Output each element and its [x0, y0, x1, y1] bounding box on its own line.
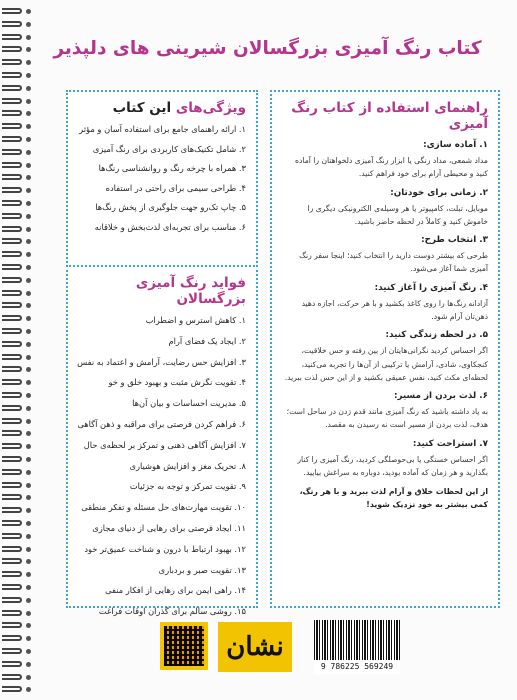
guide-step-title: ۳. انتخاب طرح:: [421, 235, 488, 246]
spiral-ring: [2, 8, 22, 14]
benefits-box: [66, 265, 258, 617]
spiral-ring: [2, 226, 22, 232]
spiral-ring: [2, 533, 22, 539]
spiral-ring: [2, 520, 22, 526]
guide-heading: راهنمای استفاده از کتاب رنگ آمیزی: [291, 100, 488, 132]
punch-hole: [26, 649, 31, 654]
punch-hole: [26, 22, 31, 27]
feature-item: ۴. طراحی سیمی برای راحتی در استفاده: [105, 182, 246, 193]
feature-item: ۳. همراه با چرخه رنگ و روانشناسی رنگ‌ها: [98, 163, 246, 173]
spiral-ring: [2, 238, 22, 244]
spiral-ring: [2, 443, 22, 449]
punch-hole: [26, 252, 31, 257]
punch-hole: [26, 86, 31, 91]
guide-step-text: مداد شمعی، مداد رنگی یا ابزار رنگ آمیزی دلخواهتان را آماده کنید و محیطی آرام برای خود فراهم کنید.: [295, 156, 488, 179]
spiral-ring: [2, 674, 22, 680]
punch-hole: [26, 495, 31, 500]
spiral-ring: [2, 584, 22, 590]
spiral-ring: [2, 315, 22, 321]
spiral-ring: [2, 302, 22, 308]
punch-hole: [26, 163, 31, 168]
spiral-ring: [2, 98, 22, 104]
features-list: [78, 124, 246, 232]
benefit-item: ۱. کاهش استرس و اضطراب: [145, 315, 246, 325]
guide-step-title: ۴. رنگ آمیزی را آغاز کنید:: [374, 282, 488, 293]
qr-pattern: [164, 626, 204, 666]
punch-hole: [26, 355, 31, 360]
guide-steps: [282, 140, 488, 479]
spiral-ring: [2, 110, 22, 116]
spiral-ring: [2, 558, 22, 564]
punch-hole: [26, 559, 31, 564]
features-box: [66, 90, 258, 270]
guide-step-title: ۷. استراحت کنید:: [412, 438, 488, 449]
punch-hole: [26, 150, 31, 155]
spiral-ring: [2, 72, 22, 78]
punch-hole: [26, 175, 31, 180]
punch-hole: [26, 137, 31, 142]
punch-hole: [26, 342, 31, 347]
spiral-ring: [2, 379, 22, 385]
spiral-ring: [2, 469, 22, 475]
punch-hole: [26, 393, 31, 398]
punch-hole: [26, 214, 31, 219]
punch-hole: [26, 201, 31, 206]
spiral-ring: [2, 405, 22, 411]
benefit-item: ۱۳. تقویت صبر و بردباری: [158, 564, 246, 575]
spiral-ring: [2, 213, 22, 219]
spiral-ring: [2, 546, 22, 552]
punch-hole: [26, 35, 31, 40]
guide-step: [282, 391, 488, 432]
punch-hole: [26, 572, 31, 577]
spiral-ring: [2, 264, 22, 270]
punch-hole: [26, 124, 31, 129]
isbn-barcode: [314, 620, 400, 674]
spiral-ring: [2, 149, 22, 155]
spiral-ring: [2, 328, 22, 334]
punch-hole: [26, 265, 31, 270]
punch-hole: [26, 9, 31, 14]
guide-step-title: ۶. لذت بردن از مسیر:: [393, 391, 488, 402]
guide-step-text: موبایل، تبلت، کامپیوتر یا هر وسیله‌ی الکترونیکی دیگری را خاموش کنید و کاملاً در لحظه حاضر باشید.: [307, 203, 488, 226]
spiral-ring: [2, 46, 22, 52]
punch-hole: [26, 419, 31, 424]
punch-hole: [26, 585, 31, 590]
punch-hole: [26, 111, 31, 116]
spiral-ring: [2, 507, 22, 513]
features-heading-prefix: ویژگی‌های: [175, 100, 246, 116]
spiral-ring: [2, 482, 22, 488]
punch-hole: [26, 188, 31, 193]
spiral-ring: [2, 648, 22, 654]
spiral-ring: [2, 85, 22, 91]
features-heading: [78, 100, 246, 116]
punch-hole: [26, 636, 31, 641]
punch-hole: [26, 380, 31, 385]
punch-hole: [26, 99, 31, 104]
punch-hole: [26, 611, 31, 616]
spiral-ring: [2, 366, 22, 372]
spiral-ring: [2, 597, 22, 603]
punch-hole: [26, 675, 31, 680]
benefit-item: ۱۵. روشی سالم برای گذران اوقات فراغت: [98, 606, 246, 617]
spiral-ring: [2, 610, 22, 616]
punch-hole: [26, 73, 31, 78]
spiral-ring: [2, 494, 22, 500]
spiral-ring: [2, 251, 22, 257]
punch-hole: [26, 508, 31, 513]
publisher-logo: نشان: [218, 622, 292, 672]
punch-hole: [26, 521, 31, 526]
spiral-ring: [2, 123, 22, 129]
guide-step-title: ۵. در لحظه زندگی کنید:: [385, 330, 488, 341]
guide-step-text: اگر احساس خستگی یا بی‌حوصلگی کردید، رنگ آمیزی را کنار بگذارید و هر زمان که آماده بودید، دوباره به سراغش بیایید.: [297, 454, 488, 477]
benefits-heading: فواید رنگ آمیزی بزرگسالان: [135, 275, 246, 307]
benefit-item: ۱۴. راهی ایمن برای رهایی از افکار منفی: [105, 585, 246, 596]
punch-hole: [26, 598, 31, 603]
spiral-ring: [2, 354, 22, 360]
feature-item: ۱. ارائه راهنمای جامع برای استفاده آسان و مؤثر: [79, 124, 246, 134]
qr-code: [160, 622, 208, 670]
page-title: کتاب رنگ آمیزی بزرگسالان شیرینی های دلپذیر: [53, 38, 482, 59]
guide-step-text: آزادانه رنگ‌ها را روی کاغذ بکشید و با هر حرکت، اجازه دهید ذهن‌تان آرام شود.: [301, 298, 488, 321]
spiral-binding: [0, 0, 24, 700]
punch-hole: [26, 406, 31, 411]
spiral-ring: [2, 392, 22, 398]
spiral-ring: [2, 622, 22, 628]
spiral-ring: [2, 456, 22, 462]
punch-hole: [26, 534, 31, 539]
punch-hole: [26, 483, 31, 488]
isbn-number: 9 786225 569249: [320, 662, 394, 671]
guide-step-text: به یاد داشته باشید که رنگ آمیزی مانند قدم زدن در ساحل است؛ هدف، لذت بردن از مسیر است نه رسیدن به مقصد.: [286, 407, 488, 430]
spiral-ring: [2, 187, 22, 193]
feature-item: ۶. مناسب برای تجربه‌ای لذت‌بخش و خلاقانه: [94, 221, 246, 232]
spiral-ring: [2, 686, 22, 692]
punch-hole: [26, 316, 31, 321]
benefit-item: ۹. تقویت تمرکز و توجه به جزئیات: [129, 481, 246, 492]
punch-hole: [26, 60, 31, 65]
punch-hole: [26, 303, 31, 308]
punch-hole: [26, 457, 31, 462]
spiral-ring: [2, 571, 22, 577]
spiral-ring: [2, 341, 22, 347]
punch-hole: [26, 291, 31, 296]
guide-step-title: ۲. زمانی برای خودتان:: [390, 187, 488, 198]
punch-hole: [26, 431, 31, 436]
punch-hole: [26, 278, 31, 283]
punch-hole: [26, 227, 31, 232]
punch-hole: [26, 547, 31, 552]
punch-hole: [26, 623, 31, 628]
benefit-item: ۸. تحریک مغز و افزایش هوشیاری: [129, 460, 246, 471]
spiral-ring: [2, 661, 22, 667]
guide-step: [282, 235, 488, 276]
guide-step-title: ۱. آماده سازی:: [423, 140, 488, 150]
guide-step: [282, 439, 488, 480]
spiral-ring: [2, 162, 22, 168]
feature-item: ۵. چاپ تک‌رو جهت جلوگیری از پخش رنگ‌ها: [95, 202, 246, 212]
punch-hole: [26, 470, 31, 475]
guide-step-text: اگر احساس کردید نگرانی‌هایتان از بین رفته و حس خلاقیت، کنجکاوی، شادی، آرامش یا ترکیبی از آن‌ها را تجربه می‌کنید، لحظه‌ای مکث کنید، نفس عمیقی بکشید و از این حس لذت ببرید.: [284, 346, 488, 382]
benefit-item: ۱۰. تقویت مهارت‌های حل مسئله و تفکر منطقی: [81, 502, 246, 513]
spiral-ring: [2, 277, 22, 283]
spiral-ring: [2, 200, 22, 206]
guide-box: [270, 90, 500, 608]
benefit-item: ۵. مدیریت احساسات و بیان آن‌ها: [132, 398, 246, 409]
punch-hole: [26, 239, 31, 244]
punch-hole: [26, 367, 31, 372]
feature-item: ۲. شامل تکنیک‌های کاربردی برای رنگ آمیزی: [92, 143, 246, 154]
features-heading-suffix: این کتاب: [112, 100, 172, 116]
spiral-ring: [2, 290, 22, 296]
guide-step: [282, 140, 488, 181]
punch-hole: [26, 662, 31, 667]
spiral-ring: [2, 136, 22, 142]
guide-step: [282, 188, 488, 229]
spiral-ring: [2, 34, 22, 40]
benefit-item: ۱۲. بهبود ارتباط با درون و شناخت عمیق‌تر خود: [84, 543, 246, 554]
guide-step-text: طرحی که بیشتر دوست دارید را انتخاب کنید؛ اینجا سفر رنگ آمیزی شما آغاز می‌شود.: [299, 251, 488, 274]
benefit-item: ۱۱. ایجاد فرصتی برای رهایی از دنیای مجازی: [92, 522, 246, 533]
punch-hole: [26, 444, 31, 449]
spiral-ring: [2, 430, 22, 436]
benefit-item: ۲. ایجاد یک فضای آرام: [168, 335, 246, 346]
punch-hole: [26, 329, 31, 334]
punch-hole: [26, 47, 31, 52]
spiral-ring: [2, 418, 22, 424]
barcode-bars: [314, 620, 400, 660]
guide-step: [282, 330, 488, 384]
benefit-item: ۴. تقویت نگرش مثبت و بهبود خلق و خو: [108, 377, 246, 388]
spiral-ring: [2, 21, 22, 27]
spiral-ring: [2, 59, 22, 65]
punch-hole: [26, 687, 31, 692]
guide-final-note: از این لحظات خلاق و آرام لذت ببرید و با هر رنگ، کمی بیشتر به خود نزدیک شوید!: [299, 487, 488, 510]
spiral-ring: [2, 174, 22, 180]
benefit-item: ۳. افزایش حس رضایت، آرامش و اعتماد به نفس: [77, 356, 246, 367]
benefits-list: [78, 315, 246, 616]
spiral-ring: [2, 635, 22, 641]
guide-step: [282, 283, 488, 324]
benefit-item: ۶. فراهم کردن فرصتی برای مراقبه و ذهن آگاهی: [77, 418, 246, 429]
benefit-item: ۷. افزایش آگاهی ذهنی و تمرکز بر لحظه‌ی حال: [83, 439, 246, 450]
